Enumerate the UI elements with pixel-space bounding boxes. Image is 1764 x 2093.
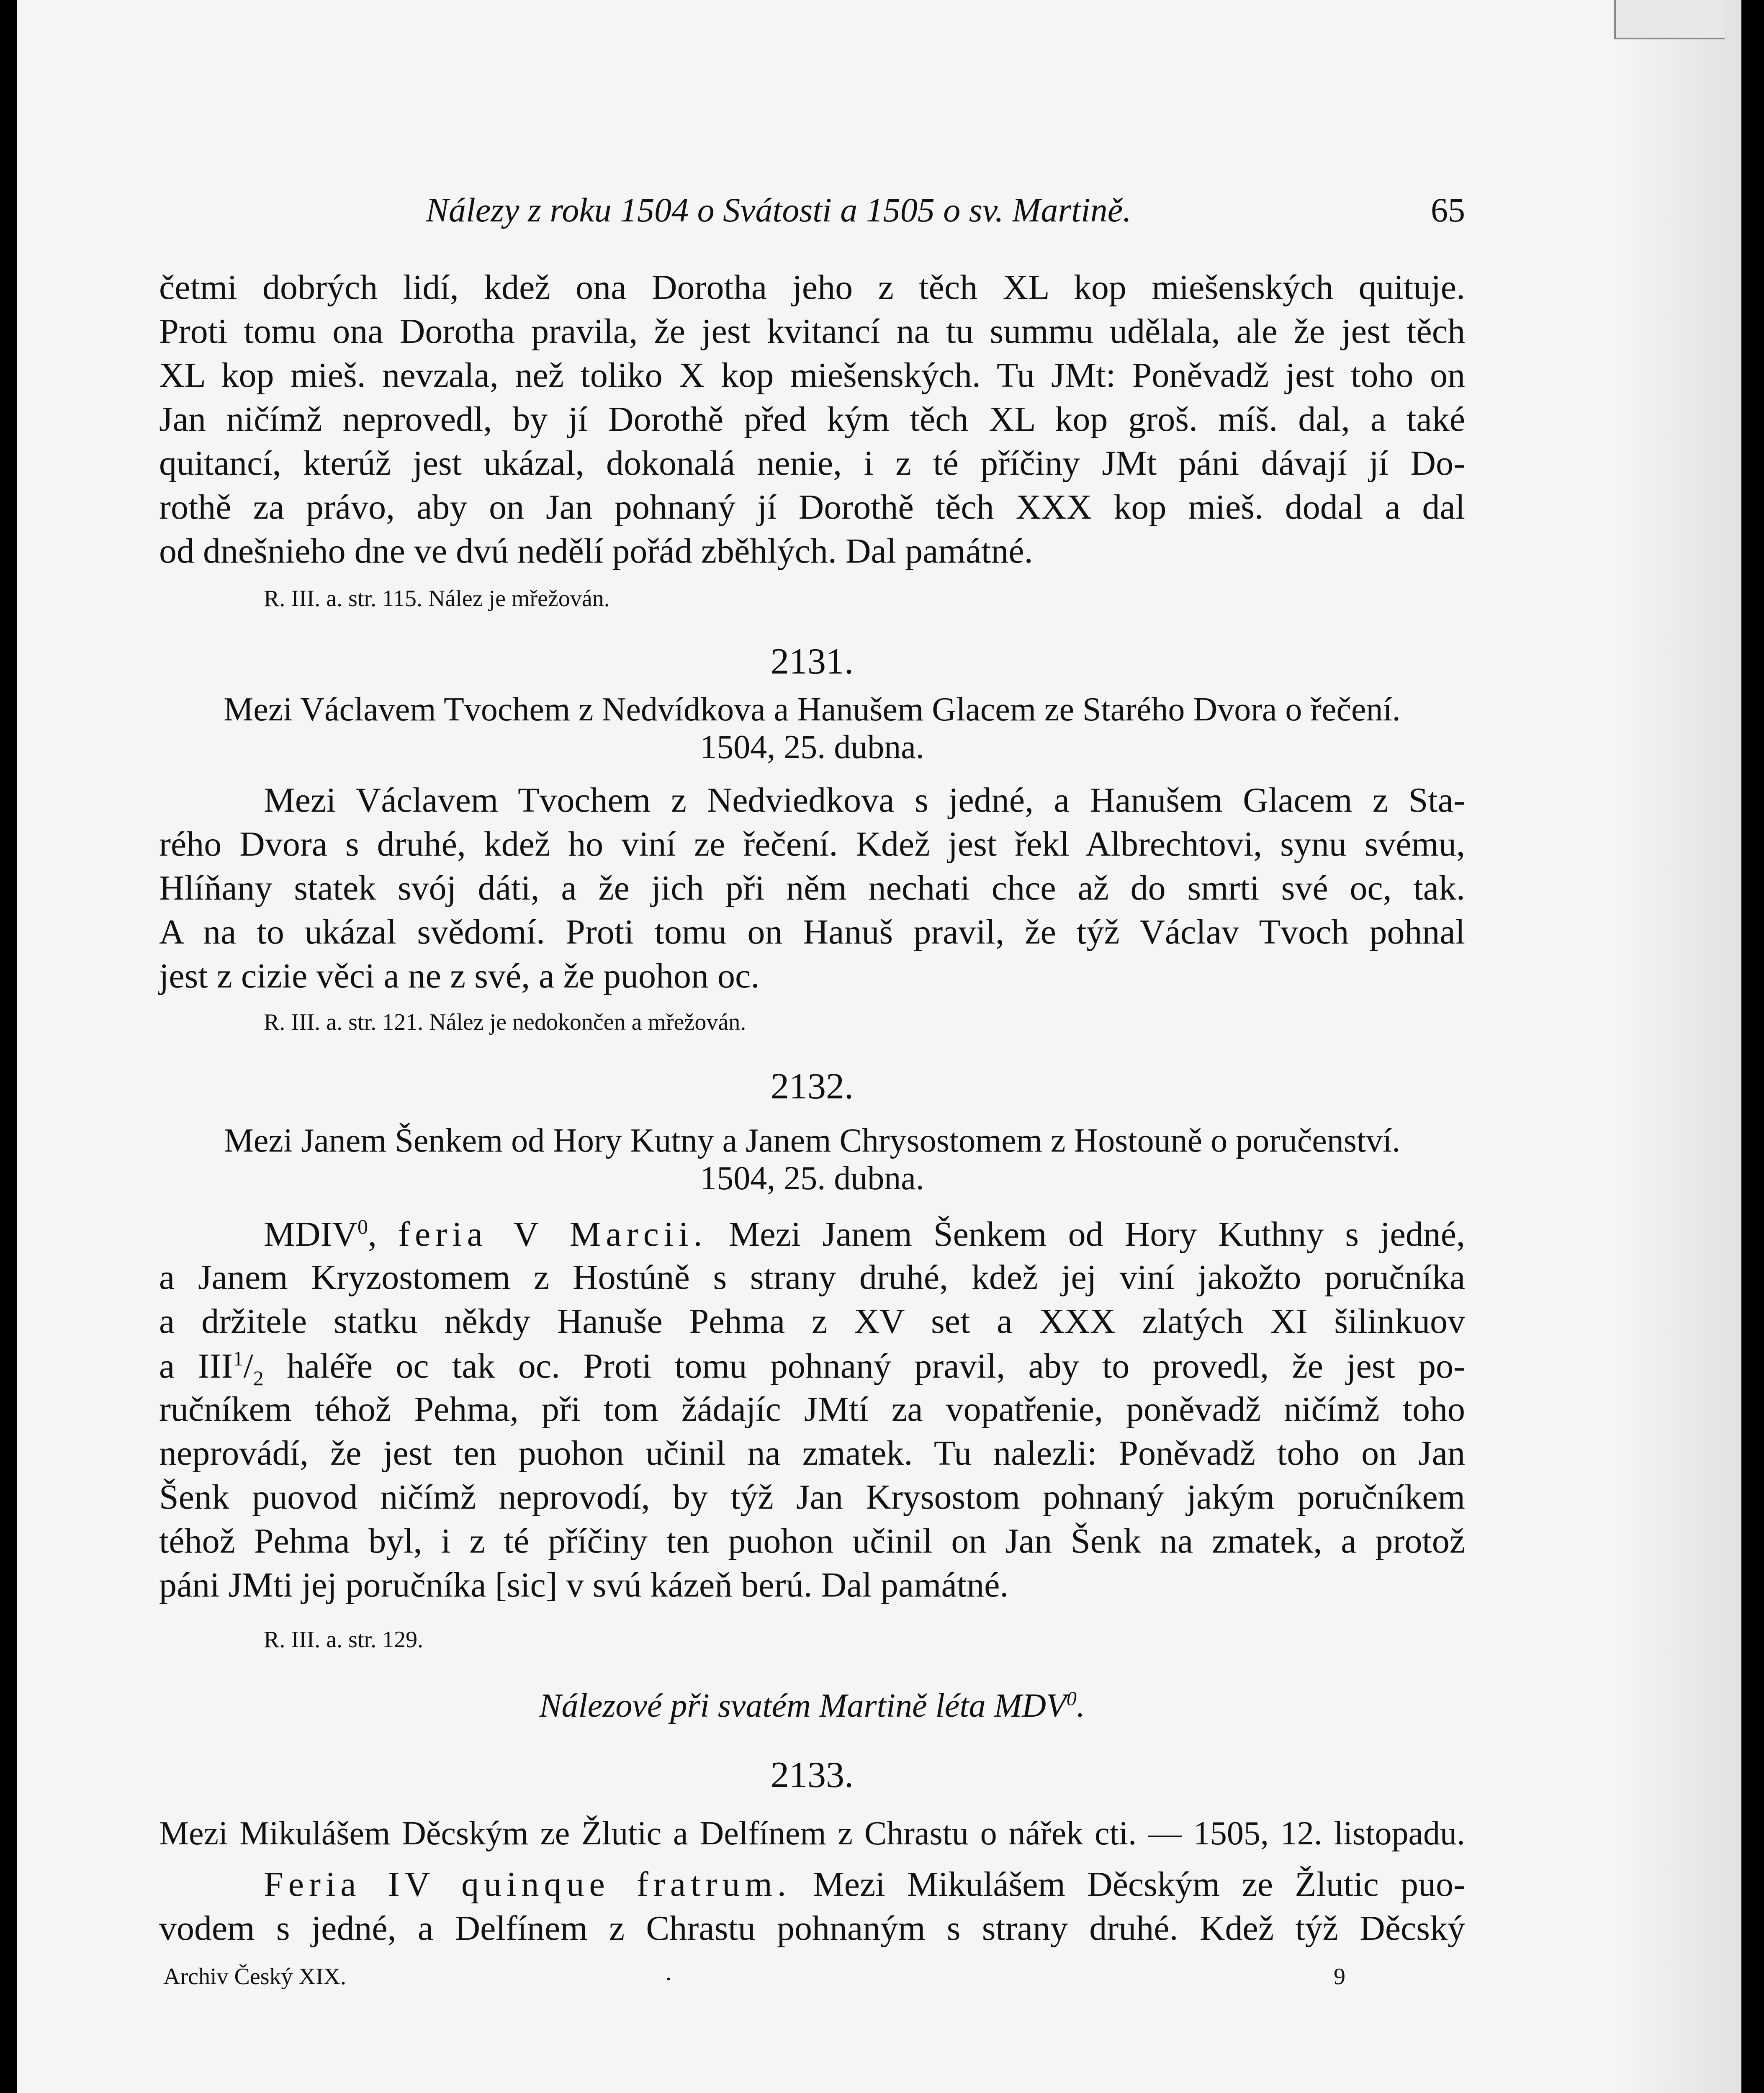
signature-mark: 9 [1334, 1964, 1345, 1990]
entry-date: 1504, 25. dubna. [700, 1160, 924, 1197]
text-line: Jan ničímž neprovedl, by jí Dorothě před kým těch XL kop groš. míš. dal, a také [159, 400, 1465, 439]
entry-summary: Mezi Mikulášem Děcským ze Žlutic a Delfínem z Chrastu o nářek cti. — 1505, 12. listopadu. [159, 1815, 1465, 1852]
text-line: neprovádí, že jest ten puohon učinil na zmatek. Tu nalezli: Poněvadž toho on Jan [159, 1434, 1465, 1473]
section-heading [159, 1687, 1465, 1725]
text-line: MDIV$^0$, feria V Marcii. Mezi Janem Šenkem od Hory Kuthny s jedné, [264, 1215, 1466, 1254]
fraction-denominator: 2 [253, 1366, 264, 1390]
text-line: četmi dobrých lidí, kdež ona Dorotha jeho z těch XL kop miešenských quituje. [159, 268, 1465, 307]
page-edge-shadow [1616, 0, 1741, 2093]
text-line: quitancí, kterúž jest ukázal, dokonalá nenie, i z té příčiny JMt páni dávají jí Do- [159, 444, 1465, 483]
line-rest: haléře oc tak oc. Proti tomu pohnaný pravil, aby to provedl, že jest po- [263, 1347, 1465, 1386]
line-rest: Mezi Mikulášem Děcským ze Žlutic puo- [813, 1865, 1465, 1904]
text-line: Proti tomu ona Dorotha pravila, že jest kvitancí na tu summu udělala, ale že jest těch [159, 312, 1465, 351]
entry-summary: Mezi Janem Šenkem od Hory Kutny a Janem Chrysostomem z Hostouně o poručenství. [224, 1122, 1401, 1159]
text-line: XL kop mieš. nevzala, než toliko X kop miešenských. Tu JMt: Poněvadž jest toho on [159, 356, 1465, 395]
text-line: a $III^1/_2$ haléře oc tak oc. Proti tomu pohnaný pravil, aby to provedl, že jest po- [159, 1347, 1465, 1390]
text-line: ručníkem téhož Pehma, při tom žádajíc JMtí za vopatřenie, poněvadž ničímž toho [159, 1390, 1465, 1429]
page-number: 65 [1431, 191, 1465, 229]
section-heading-sup: 0 [1066, 1687, 1077, 1710]
date-spaced: feria V Marcii. [398, 1215, 707, 1254]
footer-dot: . [666, 1959, 671, 1985]
footer-signature: Archiv Český XIX. [163, 1964, 347, 1990]
text-line: a Janem Kryzostomem z Hostúně s strany druhé, kdež jej viní jakožto poručníka [159, 1258, 1465, 1297]
text-line: Mezi Václavem Tvochem z Nedviedkova s jedné, a Hanušem Glacem z Sta- [264, 781, 1465, 820]
text-line: rothě za právo, aby on Jan pohnaný jí Dorothě těch XXX kop mieš. dodal a dal [159, 488, 1465, 527]
section-heading-end: . [1076, 1687, 1085, 1724]
entry-number: 2131. [771, 641, 854, 682]
section-heading-text: Nálezové při svatém Martině léta MDV [539, 1687, 1067, 1724]
text-line: téhož Pehma byl, i z té příčiny ten puohon učinil on Jan Šenk na zmatek, a protož [159, 1522, 1465, 1561]
text-line: jest z cizie věci a ne z své, a že puohon oc. [159, 957, 760, 995]
amount-roman: a III [159, 1347, 233, 1386]
text-line [159, 1867, 1465, 1902]
text-line: a držitele statku někdy Hanuše Pehma z XV set a XXX zlatých XI šilinkuov [159, 1302, 1465, 1341]
text-line: Šenk puovod ničímž neprovodí, by týž Jan Krysostom pohnaný jakým poručníkem [159, 1478, 1465, 1517]
year-roman: MDIV [264, 1215, 357, 1254]
text-line: vodem s jedné, a Delfínem z Chrastu pohnaným s strany druhé. Kdež týž Děcský [159, 1909, 1465, 1948]
text-line: Hlíňany statek svój dáti, a že jich při něm nechati chce až do smrti své oc, tak. [159, 869, 1465, 908]
entry-number: 2132. [771, 1066, 854, 1107]
page-corner-tab [1614, 0, 1725, 39]
source-reference: R. III. a. str. 115. Nález je mřežován. [264, 586, 610, 612]
text-line: rého Dvora s druhé, kdež ho viní ze řečení. Kdež jest řekl Albrechtovi, synu svému, [159, 825, 1465, 864]
text-line: A na to ukázal svědomí. Proti tomu on Hanuš pravil, že týž Václav Tvoch pohnal [159, 913, 1465, 951]
source-reference: R. III. a. str. 129. [264, 1627, 424, 1653]
running-header: Nálezy z roku 1504 o Svátosti a 1505 o sv. Martině. [426, 191, 1131, 229]
text-line: od dnešnieho dne ve dvú nedělí pořád zběhlých. Dal památné. [159, 532, 1033, 571]
entry-summary: Mezi Václavem Tvochem z Nedvídkova a Hanušem Glacem ze Starého Dvora o řečení. [224, 691, 1401, 728]
text-line: páni JMti jej poručníka [sic] v svú kázeň berú. Dal památné. [159, 1566, 1009, 1604]
entry-date: 1504, 25. dubna. [700, 729, 924, 766]
date-spaced: Feria IV quinque fratrum. [264, 1865, 791, 1904]
superscript-zero: 0 [357, 1215, 368, 1238]
line-rest: Mezi Janem Šenkem od Hory Kuthny s jedné, [728, 1215, 1466, 1254]
source-reference: R. III. a. str. 121. Nález je nedokončen a mřežován. [264, 1009, 746, 1035]
fraction-numerator: 1 [233, 1347, 244, 1370]
entry-number: 2133. [771, 1755, 854, 1795]
